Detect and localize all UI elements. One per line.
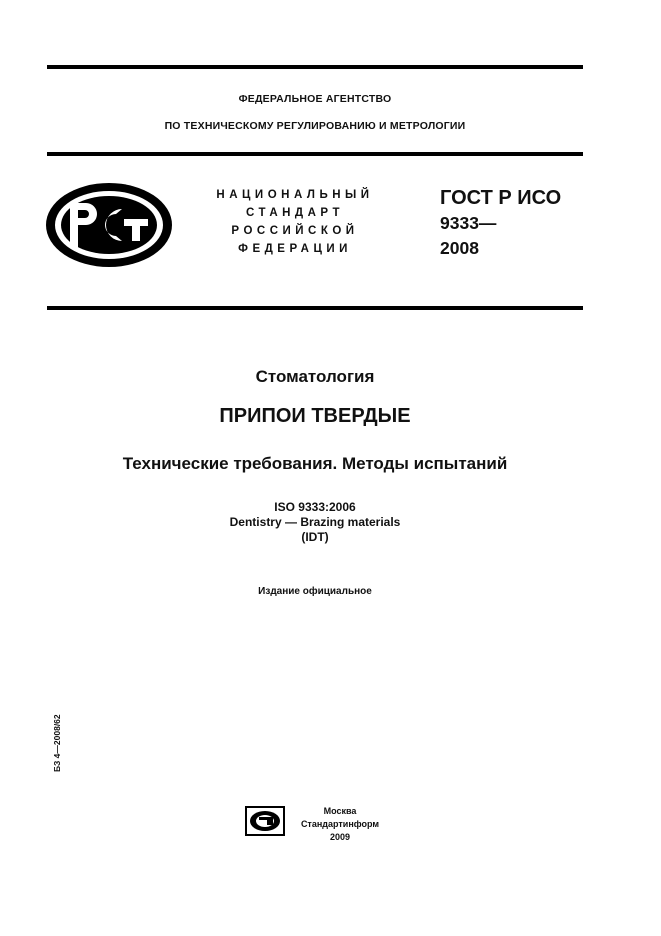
designation-line-1: ГОСТ Р ИСО: [440, 187, 562, 209]
publisher-city: Москва: [323, 806, 357, 816]
standard-type-line-4: ФЕДЕРАЦИИ: [238, 243, 352, 255]
publisher-block: [292, 805, 388, 844]
standard-type-line-3: РОССИЙСКОЙ: [231, 225, 359, 237]
iso-number: ISO 9333:2006: [274, 500, 356, 514]
publisher-year: 2009: [329, 832, 351, 842]
title-block-rule: [47, 306, 583, 310]
standartinform-logo-icon: [245, 806, 285, 836]
standard-designation: [440, 186, 561, 261]
standard-type: [200, 186, 390, 258]
main-title: ПРИПОИ ТВЕРДЫЕ: [219, 405, 411, 427]
top-rule: [47, 65, 583, 69]
edition-note: Издание официальное: [258, 586, 372, 597]
field-title: Стоматология: [255, 367, 375, 386]
rst-logo-icon: [44, 181, 174, 269]
iso-degree: (IDT): [301, 530, 329, 544]
designation-line-2: 9333—: [440, 213, 497, 233]
agency-line-1: ФЕДЕРАЛЬНОЕ АГЕНТСТВО: [238, 93, 392, 105]
subtitle: Технические требования. Методы испытаний: [122, 454, 508, 473]
publisher-name: Стандартинформ: [300, 819, 380, 829]
header-rule: [47, 152, 583, 156]
standard-type-line-2: СТАНДАРТ: [246, 207, 344, 219]
designation-line-3: 2008: [440, 238, 479, 258]
agency-line-2: ПО ТЕХНИЧЕСКОМУ РЕГУЛИРОВАНИЮ И МЕТРОЛОГИИ: [164, 120, 466, 132]
standard-type-line-1: НАЦИОНАЛЬНЫЙ: [216, 189, 374, 201]
iso-title: Dentistry — Brazing materials: [229, 515, 401, 529]
side-code: БЗ 4—2008/62: [52, 714, 62, 772]
